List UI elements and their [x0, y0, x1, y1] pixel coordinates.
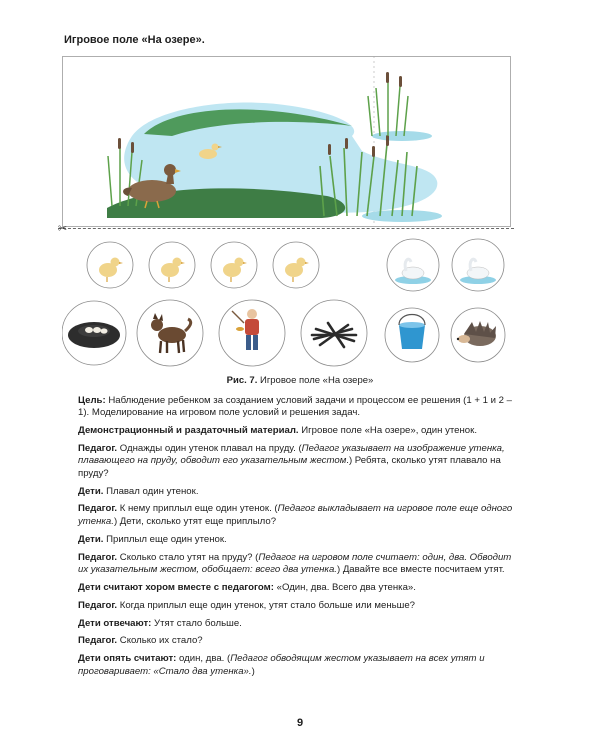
paragraph-text: Плавал один утенок.: [103, 485, 199, 497]
speaker-label: Дети считают хором вместе с педагогом:: [78, 581, 274, 593]
paragraph-text: Утят стало больше.: [151, 617, 242, 629]
paragraph: [78, 425, 524, 437]
paragraph: [78, 503, 524, 528]
paragraph-text: .) Ребята, сколько утят плавало на пруду?: [78, 455, 501, 479]
page-number: 9: [296, 717, 304, 729]
paragraph: [78, 582, 524, 594]
paragraph-text: ) Давайте все вместе посчитаем утят.: [336, 563, 505, 575]
speaker-label: Педагог.: [78, 551, 118, 563]
speaker-label: Педагог.: [78, 635, 118, 647]
figure-caption-text: Игровое поле «На озере»: [259, 375, 374, 386]
paragraph-text: ): [251, 665, 255, 677]
paragraph: [78, 395, 524, 420]
paragraph-text: К нему приплыл еще один утенок. (: [117, 503, 278, 515]
cut-line: [58, 228, 514, 229]
speaker-label: Цель:: [78, 395, 106, 406]
paragraph-text: один, два. (: [176, 653, 231, 665]
paragraph: [78, 443, 524, 480]
speaker-label: Дети отвечают:: [78, 617, 152, 629]
paragraph-text: Сколько стало утят на пруду? (: [117, 551, 259, 563]
stage-direction: Педагог выкладывает на игровое поле еще одного утенка.: [78, 503, 513, 527]
paragraph-text: Наблюдение ребенком за созданием условий задачи и процессом ее решения (1 + 1 и 2 – 1). Моделирование на игровом поле условий и решения задач.: [78, 395, 512, 419]
paragraph: [78, 653, 524, 678]
paragraph-text: ) Дети, сколько утят еще приплыло?: [113, 515, 277, 527]
paragraph: [78, 552, 524, 577]
stage-direction: Педагог на игровом поле считает: один, два. Обводит их указательным жестом, обобщает: всего два утенка.: [78, 551, 512, 575]
speaker-label: Педагог.: [78, 503, 118, 515]
stage-direction: Педагог указывает на изображение утенка, плавающего на пруду, обводит его указательным жестом: [78, 443, 505, 467]
figure-caption: [0, 375, 600, 386]
paragraph: [78, 600, 524, 612]
body-text: [78, 395, 524, 683]
paragraph-text: Когда приплыл еще один утенок, утят стало больше или меньше?: [117, 599, 416, 611]
paragraph: [78, 635, 524, 647]
speaker-label: Дети.: [78, 485, 104, 497]
paragraph-text: Игровое поле «На озере», один утенок.: [298, 425, 478, 437]
paragraph-text: «Один, два. Всего два утенка».: [273, 581, 416, 593]
paragraph: [78, 534, 524, 546]
speaker-label: Педагог.: [78, 599, 118, 611]
page-heading: Игровое поле «На озере».: [64, 34, 205, 46]
game-board-illustration: [62, 56, 511, 369]
speaker-label: Демонстрационный и раздаточный материал.: [78, 425, 299, 437]
paragraph-text: Сколько их стало?: [117, 635, 203, 647]
scissors-icon: ✂: [58, 223, 68, 235]
nest-with-eggs-icon: [68, 322, 120, 348]
figure-label: Рис. 7.: [226, 375, 258, 386]
paragraph-text: Приплыл еще один утенок.: [103, 533, 227, 545]
speaker-label: Педагог.: [78, 443, 118, 455]
stage-direction: Педагог обводящим жестом указывает на всех утят и проговаривает: «Стало два утенка».: [78, 653, 485, 677]
speaker-label: Дети.: [78, 533, 104, 545]
row-2-cards: [62, 300, 505, 366]
speaker-label: Дети опять считают:: [78, 653, 177, 665]
paragraph: [78, 618, 524, 630]
paragraph: [78, 486, 524, 498]
paragraph-text: Однажды один утенок плавал на пруду. (: [117, 443, 302, 455]
